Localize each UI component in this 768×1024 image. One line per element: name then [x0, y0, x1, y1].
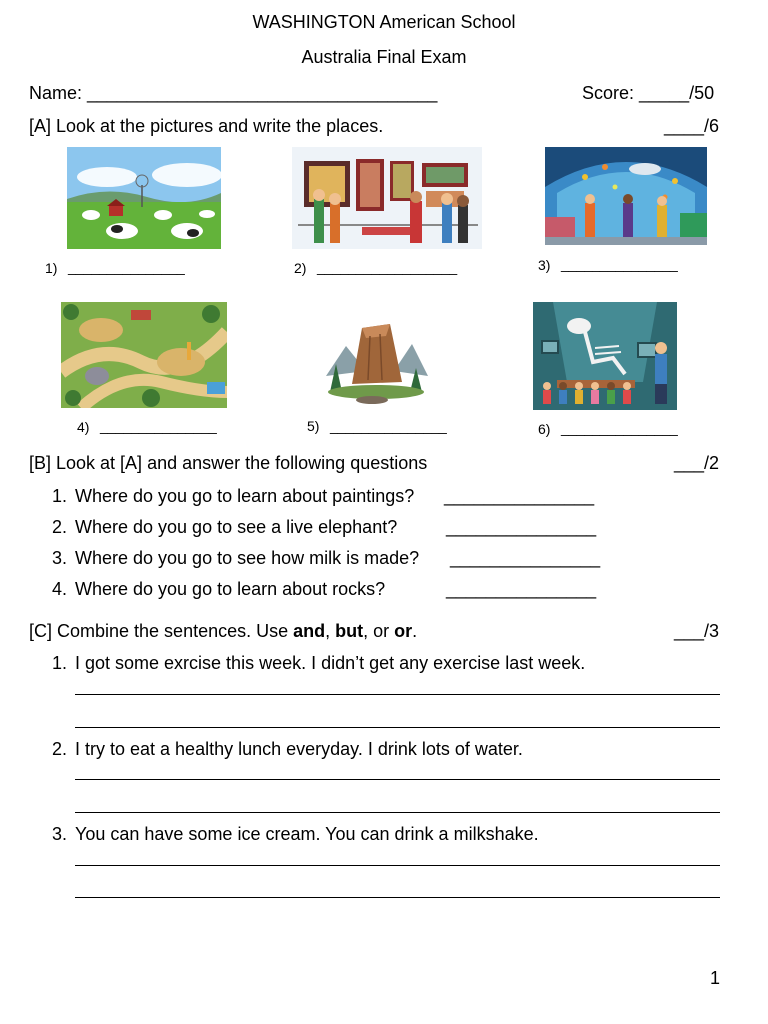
keyword-or: or: [394, 621, 413, 641]
combine-2-answer-line-2[interactable]: [75, 812, 720, 813]
question-1-number: 1.: [52, 486, 68, 506]
combine-1-sentence: I got some exrcise this week. I didn’t get any exercise last week.: [75, 653, 586, 673]
combine-3-answer-line-2[interactable]: [75, 897, 720, 898]
section-b-title: [B] Look at [A] and answer the following questions: [29, 453, 428, 473]
combine-1-answer-line-1[interactable]: [75, 694, 720, 695]
aquarium-image: [545, 147, 707, 245]
question-2-text: Where do you go to see a live elephant?: [75, 517, 398, 537]
section-b-points: ___/2: [673, 453, 719, 473]
exam-title: Australia Final Exam: [301, 47, 467, 67]
item-6-number: 6): [538, 421, 551, 437]
question-2-number: 2.: [52, 517, 68, 537]
question-3-blank[interactable]: _______________: [450, 548, 601, 568]
combine-2-sentence: I try to eat a healthy lunch everyday. I drink lots of water.: [75, 739, 523, 759]
item-3-blank[interactable]: _______________: [561, 256, 678, 272]
score-label: Score:: [582, 83, 635, 103]
combine-2-number: 2.: [52, 739, 68, 759]
section-a-title: [A] Look at the pictures and write the places.: [29, 116, 384, 136]
combine-1-number: 1.: [52, 653, 68, 673]
item-1-number: 1): [45, 260, 58, 276]
combine-2-answer-line-1[interactable]: [75, 779, 720, 780]
item-2-blank[interactable]: __________________: [317, 259, 458, 275]
question-3-text: Where do you go to see how milk is made?: [75, 548, 420, 568]
section-a-points: ____/6: [663, 116, 719, 136]
question-1-text: Where do you go to learn about paintings?: [75, 486, 415, 506]
question-1-blank[interactable]: _______________: [444, 486, 595, 506]
rock-mountain-image: [316, 316, 434, 406]
school-title: WASHINGTON American School: [252, 12, 516, 32]
item-6-blank[interactable]: _______________: [561, 420, 678, 436]
keyword-but: but: [335, 621, 364, 641]
section-c-title: [29, 621, 417, 641]
item-5-blank[interactable]: _______________: [330, 418, 447, 434]
section-c-points: ___/3: [673, 621, 719, 641]
farm-image: [67, 147, 221, 249]
combine-1-answer-line-2[interactable]: [75, 727, 720, 728]
page-number: 1: [709, 968, 720, 988]
section-c-sep-2: , or: [363, 621, 395, 641]
combine-3-number: 3.: [52, 824, 68, 844]
question-4-blank[interactable]: _______________: [446, 579, 597, 599]
combine-3-answer-line-1[interactable]: [75, 865, 720, 866]
question-4-number: 4.: [52, 579, 68, 599]
section-c-sep-1: ,: [325, 621, 336, 641]
item-4-blank[interactable]: _______________: [100, 418, 217, 434]
score-field[interactable]: [582, 83, 714, 103]
science-museum-image: [533, 302, 677, 410]
art-museum-image: [292, 147, 482, 249]
item-4-number: 4): [77, 419, 90, 435]
section-c-title-end: .: [412, 621, 418, 641]
item-1-blank[interactable]: _______________: [68, 259, 185, 275]
section-c-title-text: [C] Combine the sentences. Use: [29, 621, 294, 641]
question-2-blank[interactable]: _______________: [446, 517, 597, 537]
combine-3-sentence: You can have some ice cream. You can drink a milkshake.: [75, 824, 539, 844]
question-3-number: 3.: [52, 548, 68, 568]
item-3-number: 3): [538, 257, 551, 273]
item-2-number: 2): [294, 260, 307, 276]
item-5-number: 5): [307, 418, 320, 434]
name-field[interactable]: Name: ___________________________________: [29, 83, 438, 103]
keyword-and: and: [293, 621, 326, 641]
question-4-text: Where do you go to learn about rocks?: [75, 579, 386, 599]
zoo-image: [61, 302, 227, 408]
score-blank[interactable]: _____/50: [639, 83, 715, 103]
